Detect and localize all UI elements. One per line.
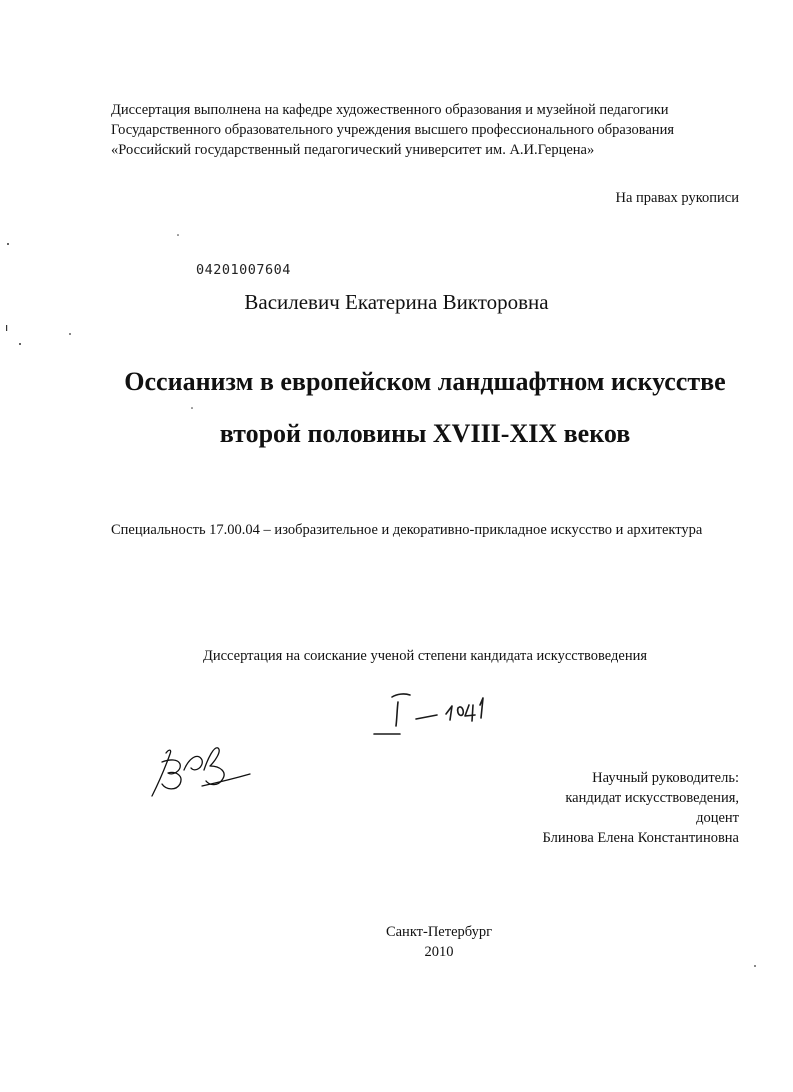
catalog-code: 04201007604 [196, 262, 291, 278]
author-name: Василевич Екатерина Викторовна [244, 290, 549, 314]
manuscript-rights: На правах рукописи [615, 190, 739, 206]
supervisor-rank: доцент [696, 810, 739, 826]
institution-line-1: Диссертация выполнена на кафедре художественного образования и музейной педагогики [111, 102, 669, 118]
supervisor-name: Блинова Елена Константиновна [542, 830, 739, 846]
year: 2010 [424, 944, 454, 960]
institution-line-2: Государственного образовательного учреждения высшего профессионального образования [111, 122, 675, 138]
specialty: Специальность 17.00.04 – изобразительное и декоративно-прикладное искусство и архитектура [111, 522, 703, 538]
title-line-1: Оссианизм в европейском ландшафтном искусстве [124, 367, 726, 396]
city: Санкт-Петербург [385, 924, 493, 940]
title-line-2: второй половины XVIII-XIX веков [219, 419, 631, 448]
supervisor-role: Научный руководитель: [592, 770, 739, 786]
supervisor-degree: кандидат искусствоведения, [565, 790, 739, 806]
institution-line-3: «Российский государственный педагогический университет им. А.И.Герцена» [111, 142, 595, 158]
degree-statement: Диссертация на соискание ученой степени кандидата искусствоведения [202, 648, 648, 664]
